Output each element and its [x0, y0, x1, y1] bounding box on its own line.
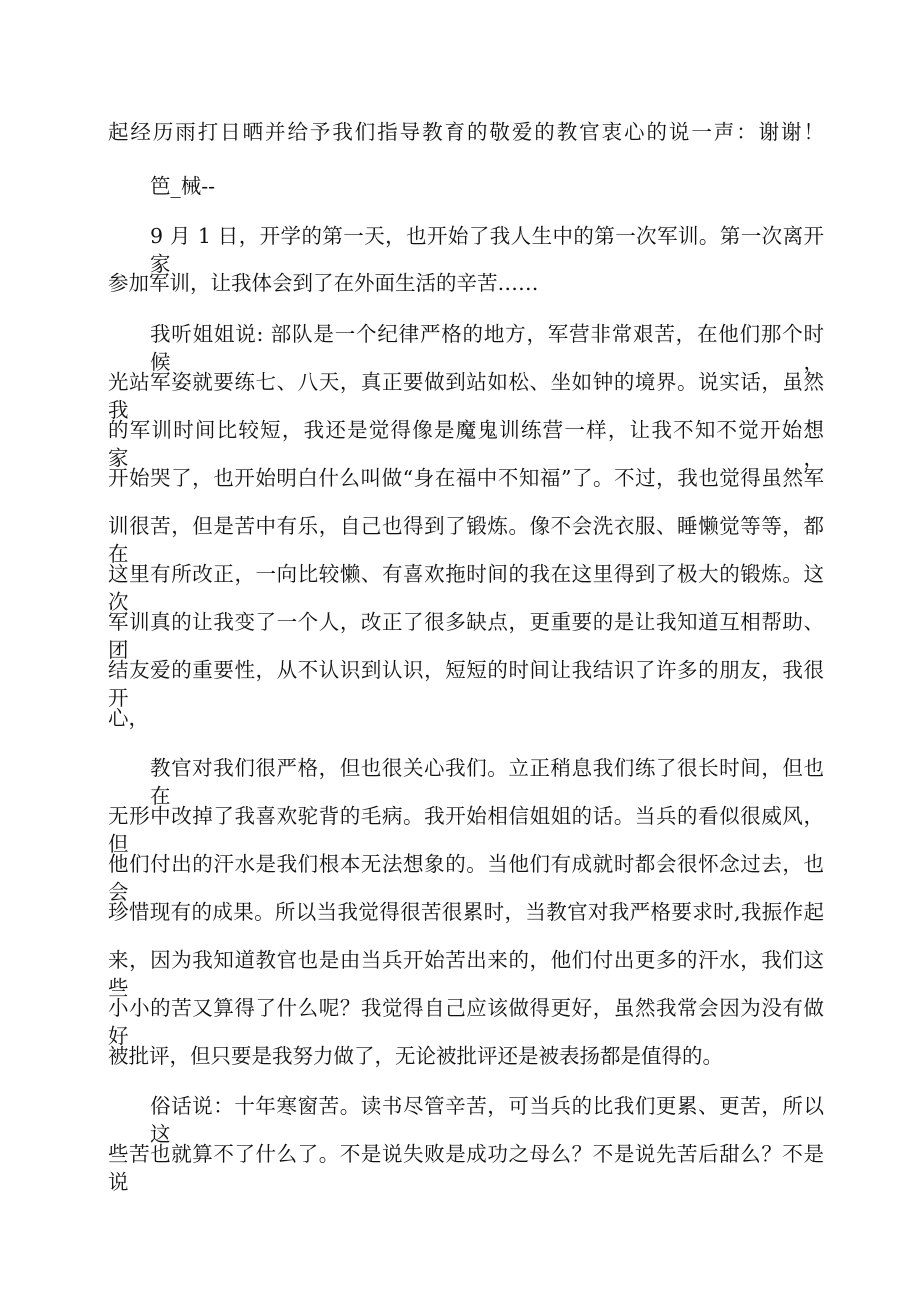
text-line: 训很苦，但是苦中有乐，自己也得到了锻炼。像不会洗衣服、睡懒觉等等，都在: [108, 514, 824, 566]
text-line: 俗话说：十年寒窗苦。读书尽管辛苦，可当兵的比我们更累、更苦，所以这: [150, 1094, 824, 1146]
text-line: 的军训时间比较短，我还是觉得像是魔鬼训练营一样，让我不知不觉开始想家，: [108, 418, 824, 470]
text-line: 我听姐姐说: 部队是一个纪律严格的地方，军营非常艰苦，在他们那个时候，: [150, 322, 824, 374]
text-line: 军训真的让我变了一个人，改正了很多缺点，更重要的是让我知道互相帮助、团: [108, 610, 824, 662]
text-line: 无形中改掉了我喜欢驼背的毛病。我开始相信姐姐的话。当兵的看似很威风，但: [108, 804, 824, 856]
text-line: 9 月 1 日，开学的第一天，也开始了我人生中的第一次军训。第一次离开家: [150, 224, 824, 276]
text-line: 笆_械--: [150, 174, 216, 198]
text-line: 珍惜现有的成果。所以当我觉得很苦很累时，当教官对我严格要求时,我振作起: [108, 900, 824, 924]
text-line: 教官对我们很严格，但也很关心我们。立正稍息我们练了很长时间，但也在: [150, 756, 824, 808]
text-line: 开始哭了，也开始明白什么叫做“身在福中不知福”了。不过，我也觉得虽然军: [108, 466, 824, 490]
text-line: 些苦也就算不了什么了。不是说失败是成功之母么？不是说先苦后甜么？不是说: [108, 1142, 824, 1194]
text-line: 他们付出的汗水是我们根本无法想象的。当他们有成就时都会很怀念过去，也会: [108, 852, 824, 904]
text-line: 这里有所改正，一向比较懒、有喜欢拖时间的我在这里得到了极大的锻炼。这次: [108, 562, 824, 614]
text-line: 光站军姿就要练七、八天，真正要做到站如松、坐如钟的境界。说实话，虽然我: [108, 370, 824, 422]
text-line: 结友爱的重要性，从不认识到认识，短短的时间让我结识了许多的朋友，我很开: [108, 658, 824, 710]
text-line: 被批评，但只要是我努力做了，无论被批评还是被表扬都是值得的。: [108, 1044, 723, 1068]
text-line: 起经历雨打日晒并给予我们指导教育的敬爱的教官衷心的说一声：谢谢！: [108, 120, 824, 144]
text-line: 心，: [108, 706, 149, 730]
text-line: 来，因为我知道教官也是由当兵开始苦出来的，他们付出更多的汗水，我们这些: [108, 948, 824, 1000]
text-line: 参加军训，让我体会到了在外面生活的辛苦……: [108, 271, 539, 295]
text-line: 小小的苦又算得了什么呢？我觉得自己应该做得更好，虽然我常会因为没有做好: [108, 996, 824, 1048]
